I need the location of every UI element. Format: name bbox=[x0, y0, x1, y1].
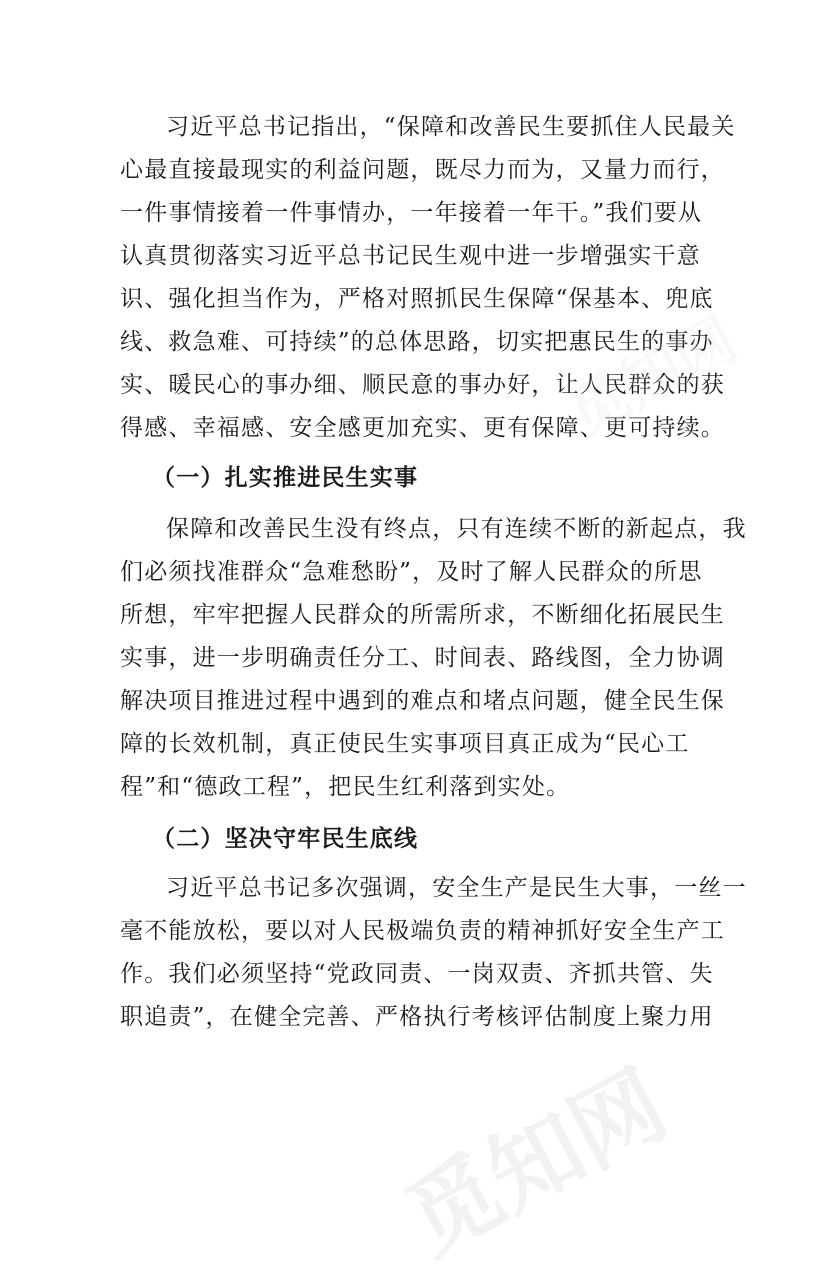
paragraph-3-line bbox=[0, 953, 830, 995]
text: 毫不能放松，要以对人民极端负责的精神抓好安全生产工 bbox=[120, 918, 725, 944]
text: 识、强化担当作为，严格对照抓民生保障“保基本、兜底 bbox=[120, 286, 714, 312]
paragraph-1-line bbox=[0, 321, 830, 363]
section-heading-1 bbox=[0, 457, 830, 499]
heading-text: （二）坚决守牢民生底线 bbox=[152, 825, 419, 852]
heading-text: （一）扎实推进民生实事 bbox=[152, 464, 419, 491]
text: 保障和改善民生没有终点，只有连续不断的新起点，我 bbox=[166, 516, 747, 542]
paragraph-2-line bbox=[0, 637, 830, 679]
text: 职追责”，在健全完善、严格执行考核评估制度上聚力用 bbox=[120, 1004, 714, 1030]
paragraph-2-line bbox=[0, 723, 830, 765]
text: 习近平总书记指出，“保障和改善民生要抓住人民最关 bbox=[166, 114, 736, 140]
text: 们必须找准群众“急难愁盼”，及时了解人民群众的所思 bbox=[120, 559, 703, 585]
paragraph-1-line bbox=[0, 235, 830, 277]
paragraph-1-line bbox=[0, 278, 830, 320]
paragraph-1-line bbox=[0, 364, 830, 406]
paragraph-3-line bbox=[0, 867, 830, 909]
text: 习近平总书记多次强调，安全生产是民生大事，一丝一 bbox=[166, 875, 747, 901]
text: 所想，牢牢把握人民群众的所需所求，不断细化拓展民生 bbox=[120, 602, 725, 628]
section-heading-2 bbox=[0, 818, 830, 860]
paragraph-2-line bbox=[0, 594, 830, 636]
watermark: 觅知网 bbox=[389, 1050, 684, 1275]
paragraph-3-line bbox=[0, 910, 830, 952]
paragraph-2-line bbox=[0, 680, 830, 722]
text: 线、救急难、可持续”的总体思路，切实把惠民生的事办 bbox=[120, 329, 714, 355]
text: 解决项目推进过程中遇到的难点和堵点问题，健全民生保 bbox=[120, 688, 725, 714]
paragraph-2-line bbox=[0, 508, 830, 550]
text: 心最直接最现实的利益问题，既尽力而为，又量力而行， bbox=[120, 157, 725, 183]
paragraph-1-line bbox=[0, 149, 830, 191]
paragraph-2-line bbox=[0, 551, 830, 593]
text: 得感、幸福感、安全感更加充实、更有保障、更可持续。 bbox=[120, 415, 725, 441]
paragraph-1-line bbox=[0, 407, 830, 449]
watermark: 觅知网 bbox=[556, 304, 749, 451]
paragraph-1-line bbox=[0, 192, 830, 234]
paragraph-3-line bbox=[0, 996, 830, 1038]
paragraph-1-line bbox=[0, 106, 830, 148]
text: 障的长效机制，真正使民生实事项目真正成为“民心工 bbox=[120, 731, 690, 757]
text: 实、暖民心的事办细、顺民意的事办好，让人民群众的获 bbox=[120, 372, 725, 398]
paragraph-2-line bbox=[0, 766, 830, 808]
text: 一件事情接着一件事情办，一年接着一年干。”我们要从 bbox=[120, 200, 703, 226]
text: 实事，进一步明确责任分工、时间表、路线图，全力协调 bbox=[120, 645, 725, 671]
text: 程”和“德政工程”，把民生红利落到实处。 bbox=[120, 774, 571, 800]
text: 作。我们必须坚持“党政同责、一岗双责、齐抓共管、失 bbox=[120, 961, 714, 987]
text: 认真贯彻落实习近平总书记民生观中进一步增强实干意 bbox=[120, 243, 701, 269]
